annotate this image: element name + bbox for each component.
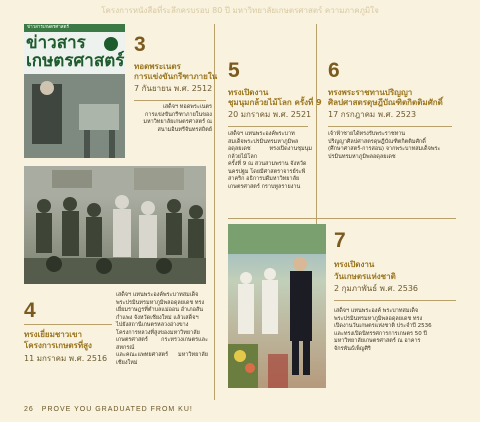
- event-5-body-line: ครั้งที่ 9 ณ สวนสามพราน จังหวัด: [228, 161, 307, 167]
- event-6-body: [328, 131, 452, 161]
- magazine-cover-image: [24, 24, 125, 158]
- event-7-date: 2 กุมภาพันธ์ พ.ศ. 2536: [334, 284, 419, 293]
- event-5-body: [228, 131, 312, 191]
- ceremony-photo: [228, 224, 326, 388]
- event-5-number: 5: [228, 59, 240, 82]
- page-number: 26: [24, 406, 34, 413]
- event-4-body-line: และคณะแพทยศาสตร์ มหาวิทยาลัยเชียงใหม่: [116, 352, 208, 366]
- event-7-body-line: เปิดงานวันเกษตรแห่งชาติ ประจำปี 2536: [334, 323, 432, 329]
- event-4-body-line: เยี่ยมราษฎรที่ตำบลแม่ออน อำเภอสัน: [116, 307, 204, 313]
- event-4-title-line2: โครงการเกษตรที่สูง: [24, 341, 92, 350]
- event-5-title-line2: ชุมนุมกล้วยไม้โลก ครั้งที่ 9: [228, 98, 322, 107]
- event-3-body-line: การแข่งขันกรีฑาภายในของ: [145, 111, 212, 118]
- event-6-body-line: ปริญญาศิลปศาสตรดุษฎีบัณฑิตกิตติมศักดิ์: [328, 138, 426, 145]
- event-3-title-line1: ทอดพระเนตร: [134, 62, 181, 71]
- event-3-rule: [134, 100, 206, 101]
- event-7-number: 7: [334, 229, 346, 252]
- event-7-body-line: มหาวิทยาลัยเกษตรศาสตร์ ณ อาคาร: [334, 338, 421, 344]
- running-header: โครงการหนังสือที่ระลึกครบรอบ 80 ปี มหาวิทยาลัยเกษตรศาสตร์ ความภาคภูมิใจ: [101, 6, 379, 15]
- event-6-title-line1: ทรงพระราชทานปริญญา: [328, 88, 413, 97]
- event-6-body-line: ปรมินทรมหาภูมิพลอดุลยเดช: [328, 153, 396, 160]
- event-6-date: 17 กรกฎาคม พ.ศ. 2523: [328, 110, 417, 119]
- event-7-body-line: เสด็จฯ แทนพระองค์ พระบาทสมเด็จ: [334, 308, 419, 314]
- event-7-body-line: จักรพันธ์เพ็ญศิริ: [334, 345, 371, 352]
- event-3-number: 3: [134, 33, 146, 56]
- event-5-date: 20 มกราคม พ.ศ. 2521: [228, 110, 312, 119]
- event-4-date: 11 มกราคม พ.ศ. 2516: [24, 354, 108, 363]
- event-7-body-line: และทรงเปิดนิทรรศการการเกษตร 50 ปี: [334, 330, 427, 337]
- event-5-body-line: เกษตรศาสตร์ กราบทูลรายงาน: [228, 183, 301, 190]
- event-4-body-line: เกษตรศาสตร์ กระทรวงเกษตรและสหกรณ์: [116, 337, 208, 351]
- magazine-top-strip: ข่าวสารเกษตรศาสตร์: [24, 24, 125, 32]
- event-5-body-line: สาคริก อธิการบดีมหาวิทยาลัย: [228, 176, 300, 182]
- event-7-title-line2: วันเกษตรแห่งชาติ: [334, 272, 396, 281]
- section-divider: [228, 218, 456, 219]
- event-5-body-line: อดุลยเดช ทรงเปิดงานชุมนุมกล้วยไม้โลก: [228, 146, 312, 160]
- event-6-number: 6: [328, 59, 340, 82]
- event-3-date: 7 กันยายน พ.ศ. 2512: [134, 84, 213, 93]
- event-3-body-line: สนามอินทรีจันทรสถิตย์: [157, 126, 212, 133]
- magazine-title-line1: ข่าวสาร: [26, 33, 86, 53]
- event-6-title-line2: ศิลปศาสตรดุษฎีบัณฑิตกิตติมศักดิ์: [328, 98, 443, 107]
- event-4-body: [116, 292, 208, 367]
- event-7-title-line1: ทรงเปิดงาน: [334, 260, 375, 269]
- event-5-body-line: เสด็จฯ แทนพระองค์พระบาท: [228, 131, 295, 137]
- event-5-title-line1: ทรงเปิดงาน: [228, 88, 269, 97]
- column-divider-right: [316, 24, 317, 224]
- event-5-rule: [228, 126, 308, 127]
- event-4-body-line: เสด็จฯ แทนพระองค์พระบาทสมเด็จ: [116, 292, 199, 298]
- event-3-body-line: มหาวิทยาลัยเกษตรศาสตร์ ณ: [143, 119, 212, 125]
- event-3-body: [134, 104, 212, 134]
- footer-slogan: PROVE YOU GRADUATED FROM KU!: [41, 406, 193, 413]
- event-5-body-line: สมเด็จพระปรมินทรมหาภูมิพล: [228, 138, 299, 145]
- event-4-body-line: พระปรมินทรมหาภูมิพลอดุลยเดช ทรง: [116, 299, 205, 306]
- event-4-rule: [24, 324, 112, 325]
- event-4-body-line: ไปยังสถานีเกษตรหลวงอ่างขาง: [116, 322, 189, 328]
- emblem-icon: [104, 37, 118, 51]
- event-3-title-line2: การแข่งขันกรีฑาภายใน: [134, 72, 218, 81]
- event-7-body-line: พระปรมินทรมหาภูมิพลอดุลยเดช ทรง: [334, 315, 423, 322]
- event-4-body-line: กำแพง จังหวัดเชียงใหม่ แล้วเสด็จฯ: [116, 314, 199, 321]
- event-4-body-line: โครงการหลวงที่สูงของมหาวิทยาลัย: [116, 329, 200, 336]
- footer: [24, 406, 193, 413]
- magazine-title-line2: เกษตรศาสตร์: [26, 51, 125, 71]
- event-6-body-line: (ศึกษาศาสตร์-การสอน) จากพระบาทสมเด็จพระ: [328, 146, 441, 152]
- crowd-photo: [24, 166, 206, 284]
- event-4-number: 4: [24, 299, 36, 322]
- event-6-rule: [328, 126, 452, 127]
- magazine-photo: [24, 74, 125, 158]
- event-6-body-line: เจ้าฟ้าชายได้ทรงรับพระราชทาน: [328, 131, 406, 137]
- event-4-title-line1: ทรงเยี่ยมชาวเขา: [24, 330, 82, 339]
- event-7-body: [334, 308, 456, 353]
- event-5-body-line: นครปฐม โดยมีศาสตราจารย์ระพี: [228, 168, 306, 175]
- title-divider-7: [334, 300, 456, 301]
- event-3-body-line: เสด็จฯ ทอดพระเนตร: [162, 104, 212, 110]
